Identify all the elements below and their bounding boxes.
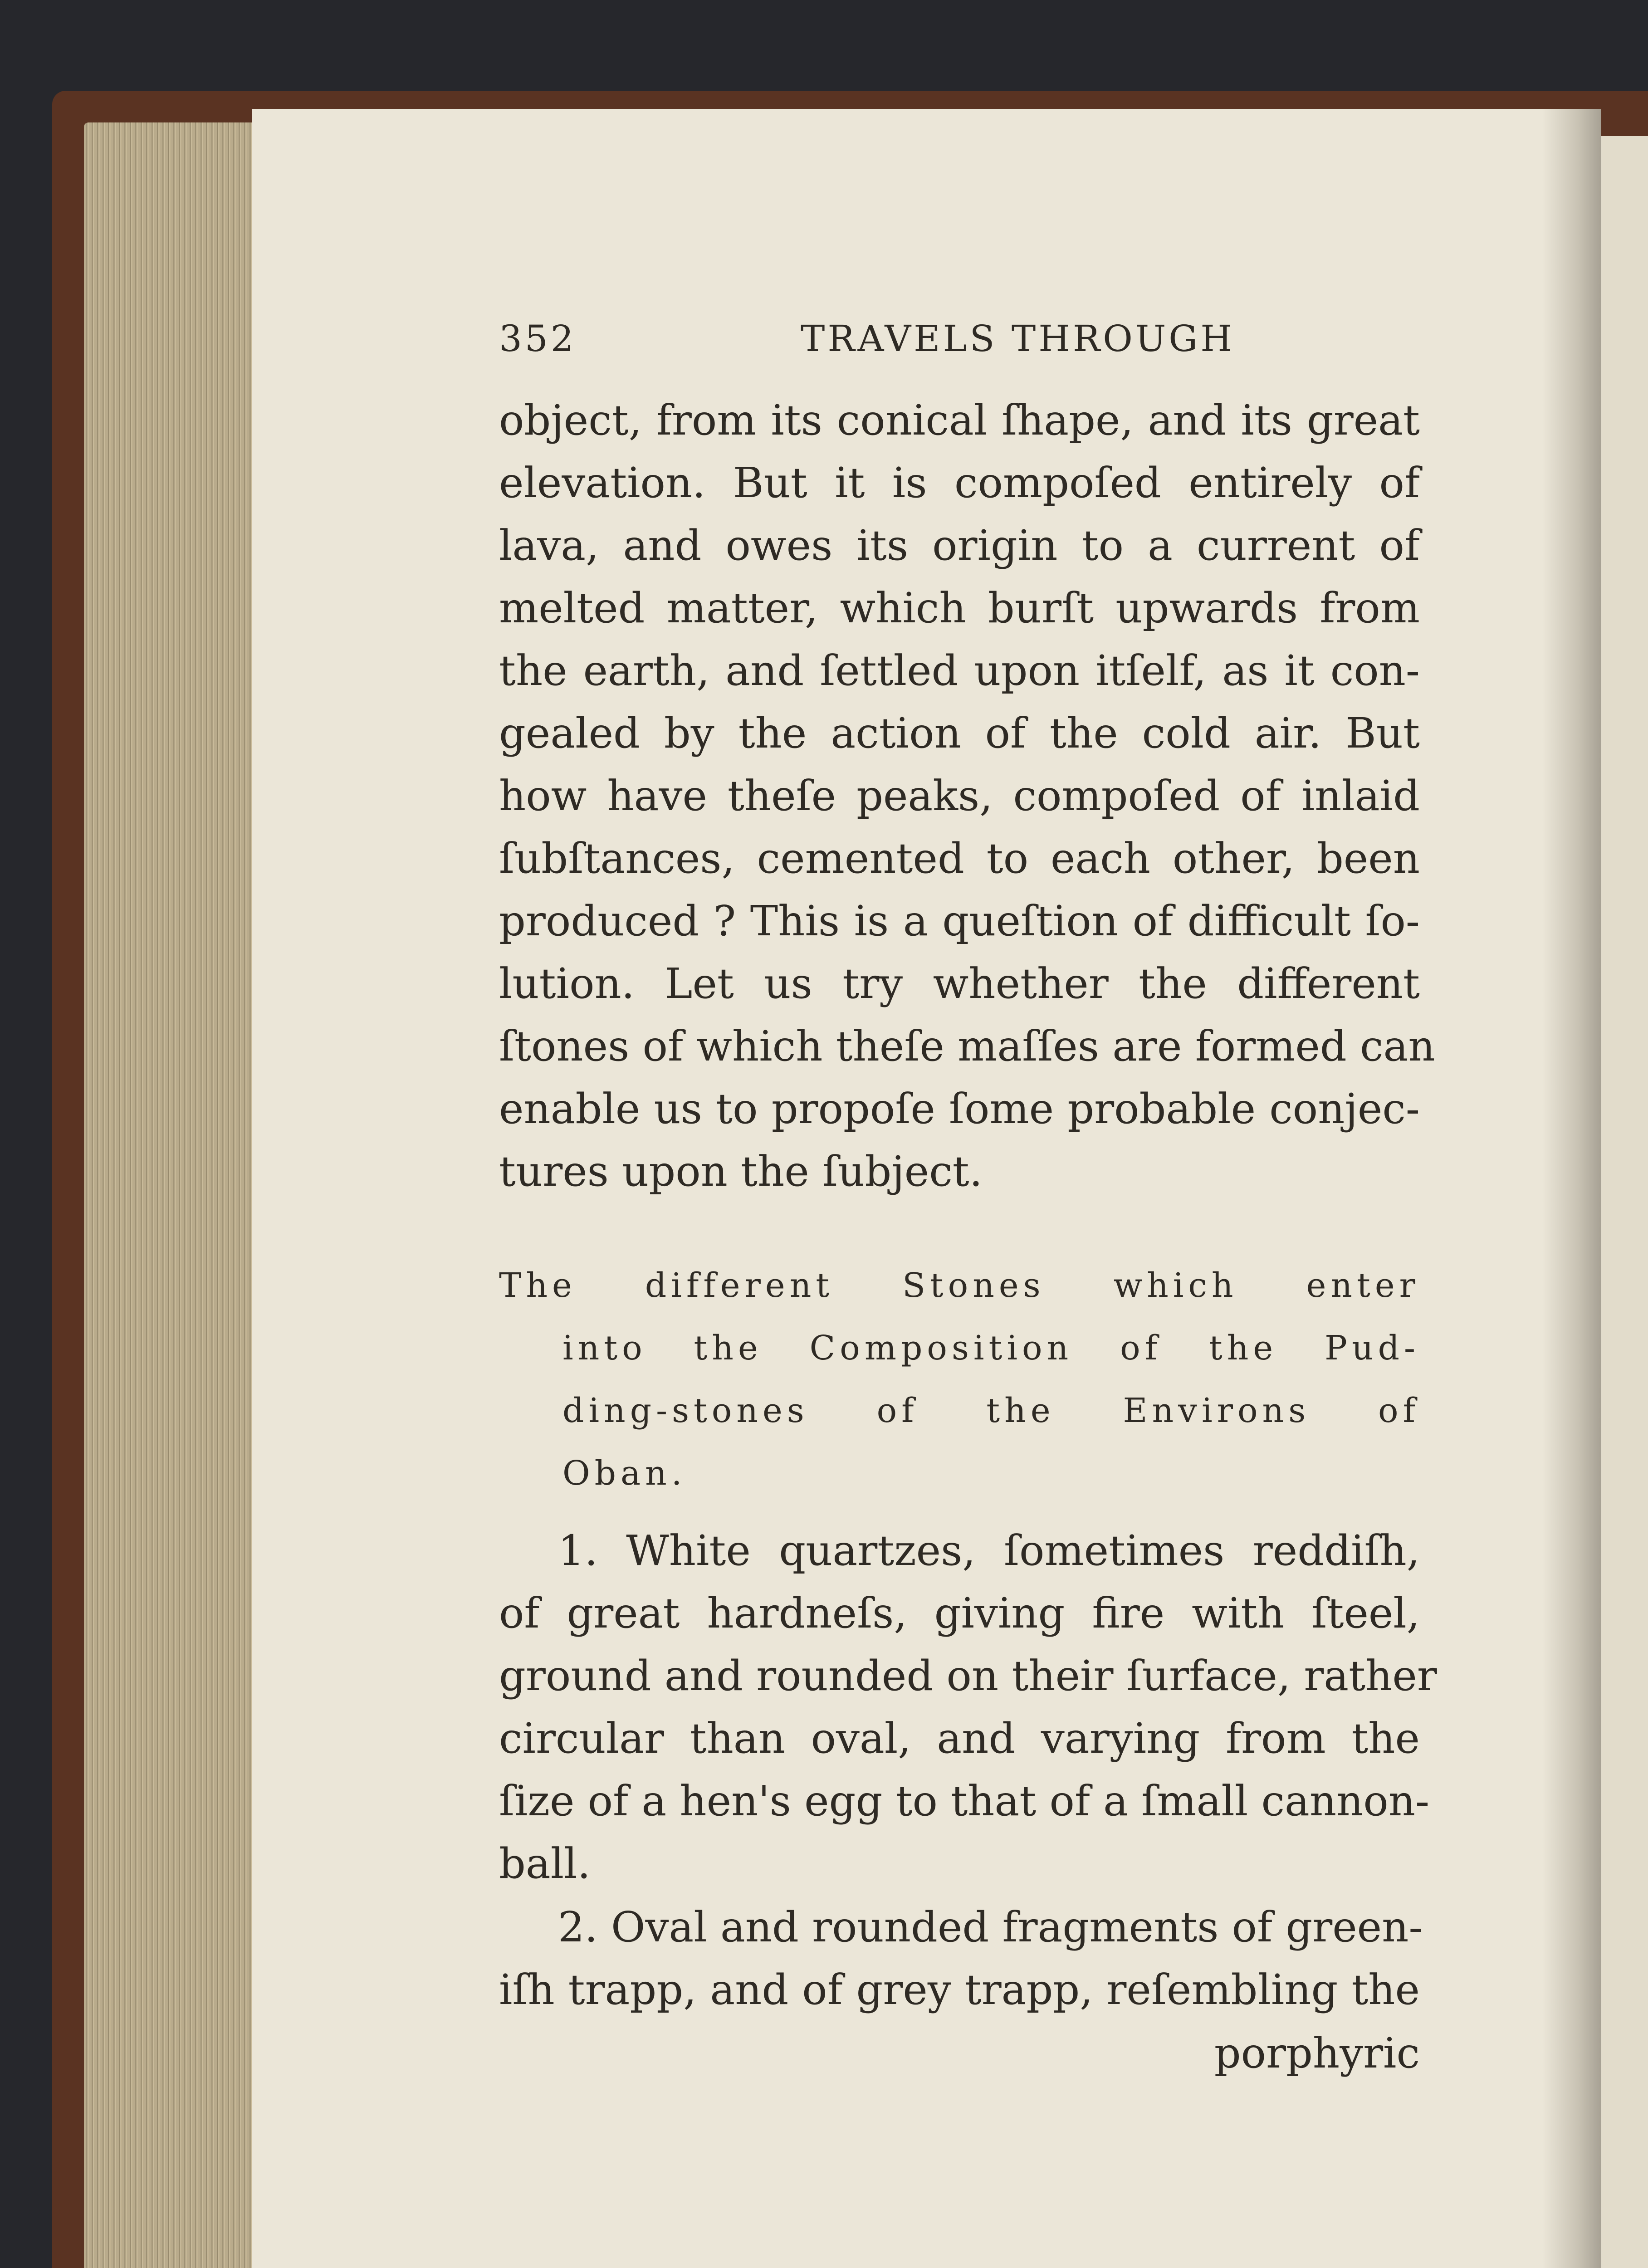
- text-line: lava, and owes its origin to a current of: [499, 521, 1420, 570]
- text-line: lution. Let us try whether the different: [499, 959, 1420, 1008]
- text-line: 2. Oval and rounded fragments of green-: [558, 1903, 1423, 1951]
- text-line: the earth, and ſettled upon itſelf, as it con-: [499, 646, 1420, 695]
- text-line: tures upon the ſubject.: [499, 1147, 983, 1196]
- text-line: 1. White quartzes, ſometimes reddiſh,: [558, 1526, 1420, 1575]
- running-head: TRAVELS THROUGH: [801, 318, 1235, 360]
- text-line: produced ? This is a queſtion of difficult ſo-: [499, 897, 1420, 945]
- catchword: porphyric: [1214, 2029, 1420, 2077]
- text-line: object, from its conical ſhape, and its great: [499, 396, 1420, 445]
- text-line: of great hardneſs, giving fire with ſteel,: [499, 1589, 1420, 1637]
- text-line: melted matter, which burſt upwards from: [499, 584, 1420, 632]
- text-line: ſize of a hen's egg to that of a ſmall cannon-: [499, 1777, 1430, 1825]
- page-edges: [84, 122, 261, 2268]
- section-heading-line: The different Stones which enter: [499, 1266, 1420, 1305]
- text-line: ball.: [499, 1839, 591, 1888]
- text-line: how have theſe peaks, compoſed of inlaid: [499, 772, 1420, 820]
- text-line: gealed by the action of the cold air. But: [499, 709, 1420, 758]
- text-line: elevation. But it is compoſed entirely of: [499, 459, 1420, 507]
- text-line: iſh trapp, and of grey trapp, reſembling the: [499, 1965, 1420, 2014]
- text-line: ſubſtances, cemented to each other, been: [499, 834, 1420, 883]
- text-line: ſtones of which theſe maſſes are formed can: [499, 1022, 1435, 1070]
- facing-page-edge: [1601, 136, 1648, 2268]
- text-line: circular than oval, and varying from the: [499, 1714, 1420, 1763]
- text-line: ground and rounded on their ſurface, rather: [499, 1652, 1437, 1700]
- page-gutter: [1542, 109, 1601, 2268]
- section-heading-line: ding-stones of the Environs of: [562, 1391, 1420, 1430]
- text-line: enable us to propoſe ſome probable conjec-: [499, 1085, 1420, 1133]
- section-heading-line: Oban.: [562, 1454, 687, 1493]
- section-heading-line: into the Composition of the Pud-: [562, 1329, 1420, 1368]
- page-number: 352: [499, 318, 577, 360]
